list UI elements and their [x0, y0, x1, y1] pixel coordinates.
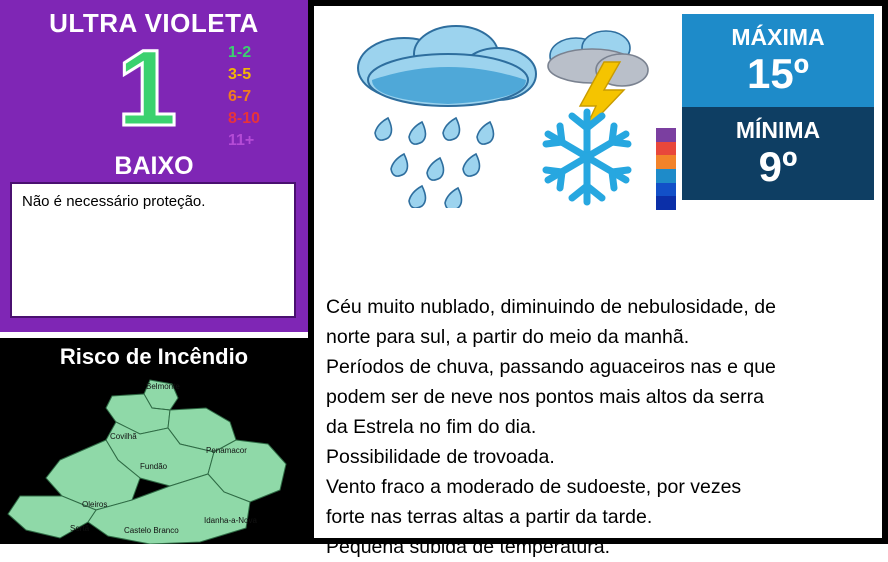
forecast-card	[314, 6, 882, 558]
uv-advice-text: Não é necessário proteção.	[22, 193, 206, 210]
map-label-castelo-branco: Castelo Branco	[124, 526, 179, 535]
uv-scale-item-2: 3-5	[228, 66, 252, 83]
map-label-belmonte: Belmonte	[146, 382, 180, 391]
min-temperature-value: 9º	[758, 143, 798, 190]
fire-risk-map	[0, 378, 308, 544]
forecast-line-4: podem ser de neve nos pontos mais altos da serra	[326, 386, 764, 408]
forecast-description	[326, 292, 874, 562]
uv-scale-legend	[228, 42, 300, 152]
max-temperature-panel	[682, 14, 874, 107]
legend-swatch-5	[656, 183, 676, 197]
legend-swatch-3	[656, 155, 676, 169]
legend-swatch-2	[656, 142, 676, 156]
risk-color-legend	[656, 128, 676, 210]
legend-swatch-1	[656, 128, 676, 142]
uv-scale-item-5: 11+	[228, 132, 255, 149]
forecast-line-5: da Estrela no fim do dia.	[326, 416, 537, 438]
uv-index-value: 1	[116, 27, 178, 148]
rain-cloud-icon	[338, 18, 558, 208]
forecast-line-3: Períodos de chuva, passando aguaceiros nas e que	[326, 356, 776, 378]
uv-panel-title: ULTRA VIOLETA	[49, 8, 259, 38]
map-label-oleiros: Oleiros	[82, 500, 108, 509]
forecast-line-7: Vento fraco a moderado de sudoeste, por vezes	[326, 476, 742, 498]
fire-risk-title: Risco de Incêndio	[59, 344, 249, 369]
forecast-line-9: Pequena subida de temperatura.	[326, 536, 611, 558]
min-temperature-panel	[682, 107, 874, 200]
map-label-covilha: Covilhã	[110, 432, 137, 441]
weather-icon-area	[314, 6, 882, 238]
max-temperature-value: 15º	[746, 50, 810, 97]
uv-advice-box	[10, 182, 296, 318]
forecast-line-8: forte nas terras altas a partir da tarde.	[326, 506, 653, 528]
snowflake-icon	[532, 102, 642, 212]
uv-level-label: BAIXO	[114, 152, 194, 180]
map-label-serta: Sertã	[70, 524, 90, 533]
uv-scale-item-3: 6-7	[228, 88, 252, 105]
uv-scale-item-4: 8-10	[228, 110, 261, 127]
uv-index-panel	[0, 0, 308, 332]
min-temperature-label: MÍNIMA	[735, 117, 821, 143]
legend-swatch-6	[656, 196, 676, 210]
temperature-box	[682, 14, 874, 200]
district-map-svg	[0, 378, 308, 544]
fire-risk-panel	[0, 338, 308, 544]
map-label-idanha-a-nova: Idanha-a-Nova	[204, 516, 257, 525]
right-column	[308, 0, 888, 558]
map-label-penamacor: Penamacor	[206, 446, 247, 455]
forecast-line-2: norte para sul, a partir do meio da manhã.	[326, 326, 690, 348]
map-label-fundao: Fundão	[140, 462, 168, 471]
max-temperature-label: MÁXIMA	[731, 24, 825, 50]
uv-scale-item-1: 1-2	[228, 44, 252, 61]
forecast-line-1: Céu muito nublado, diminuindo de nebulosidade, de	[326, 296, 776, 318]
forecast-line-6: Possibilidade de trovoada.	[326, 446, 555, 468]
left-column	[0, 0, 308, 544]
legend-swatch-4	[656, 169, 676, 183]
